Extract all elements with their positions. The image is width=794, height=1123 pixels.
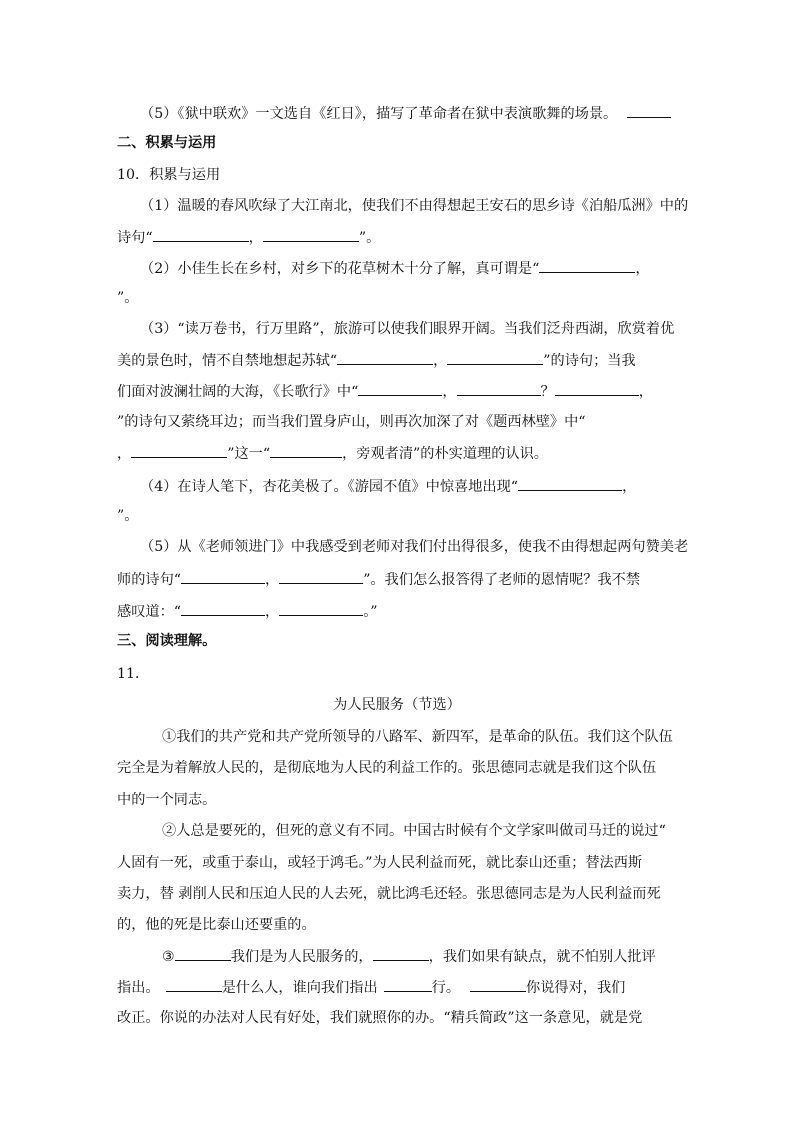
q10-p4-line1: （4）在诗人笔下，杏花美极了。《游园不值》中惊喜地出现“ ， [140, 476, 636, 497]
para1-line3: 中的一个同志。 [117, 792, 217, 808]
q10-p2-line2: ”。 [117, 290, 139, 306]
para2-line1: ②人总是要死的，但死的意义有不同。中国古时候有个文学家叫做司马迁的说过“ [162, 823, 666, 839]
answer-blank[interactable] [279, 601, 363, 616]
para2-line2: 人固有一死，或重于泰山，或轻于鸿毛。”为人民利益而死，就比泰山还重；替法西斯 [117, 855, 643, 871]
q5-statement: （5）《狱中联欢》一文选自《红日》，描写了革命者在狱中表演歌舞的场景。 [140, 106, 618, 122]
answer-blank[interactable] [175, 946, 231, 961]
para1-line1: ①我们的共产党和共产党所领导的八路军、新四军，是革命的队伍。我们这个队伍 [162, 729, 673, 745]
para2-line3: 卖力，替 剥削人民和压迫人民的人去死，就比鸿毛还轻。张思德同志是为人民利益而死 [117, 886, 661, 902]
q10-p3-line2: 美的景色时，情不自禁地想起苏轼“ ， ”的诗句；当我 [117, 350, 636, 371]
para3-line3: 改正。你说的办法对人民有好处，我们就照你的办。“精兵简政”这一条意见，就是党 [117, 1010, 643, 1026]
q10-number: 10．积累与运用 [117, 167, 221, 183]
passage-title: 为人民服务（节选） [333, 697, 461, 713]
answer-blank[interactable] [270, 443, 342, 458]
q11-number: 11． [117, 666, 150, 682]
answer-blank[interactable] [181, 601, 265, 616]
answer-blank[interactable] [279, 569, 363, 584]
answer-blank[interactable] [447, 350, 543, 365]
answer-blank[interactable] [131, 443, 227, 458]
q10-p3-line5: ， ”这一“ ，旁观者清”的朴实道理的认识。 [117, 443, 548, 464]
answer-blank[interactable] [555, 381, 639, 396]
answer-blank[interactable] [358, 381, 442, 396]
answer-blank[interactable] [470, 977, 526, 992]
answer-blank[interactable] [373, 946, 429, 961]
q10-p3-line1: （3）“读万卷书，行万里路”，旅游可以使我们眼界开阔。当我们泛舟西湖，欣赏着优 [140, 321, 675, 337]
q10-p1-line1: （1）温暖的春风吹绿了大江南北，使我们不由得想起王安石的思乡诗《泊船瓜洲》中的 [140, 198, 689, 214]
answer-blank[interactable] [337, 350, 433, 365]
q10-p3-line4: ”的诗句又萦绕耳边；而当我们置身庐山，则再次加深了对《题西林壁》中“ [117, 414, 586, 430]
section3-heading: 三、阅读理解。 [117, 633, 217, 649]
para3-line2: 指出。 是什么人，谁向我们指出 行。 你说得对，我们 [117, 977, 625, 998]
answer-blank[interactable] [166, 977, 222, 992]
q10-p3-line3: 们面对波澜壮阔的大海，《长歌行》中“ ， ？ ， [117, 381, 653, 402]
answer-blank[interactable] [627, 103, 671, 118]
answer-blank[interactable] [384, 977, 432, 992]
answer-blank[interactable] [539, 258, 635, 273]
section2-heading: 二、积累与运用 [117, 135, 217, 151]
q10-p4-line2: ”。 [117, 508, 139, 524]
answer-blank[interactable] [181, 569, 265, 584]
answer-blank[interactable] [457, 381, 541, 396]
q10-p5-line1: （5）从《老师领进门》中我感受到老师对我们付出得很多，使我不由得想起两句赞美老 [140, 539, 689, 555]
para2-line4: 的，他的死是比泰山还要重的。 [117, 917, 316, 933]
para1-line2: 完全是为着解放人民的，是彻底地为人民的利益工作的。张思德同志就是我们这个队伍 [117, 760, 657, 776]
answer-blank[interactable] [153, 227, 249, 242]
q10-p2-line1: （2）小佳生长在乡村，对乡下的花草树木十分了解，真可谓是“ ， [140, 258, 650, 279]
para3-line1: ③ 我们是为人民服务的， ，我们如果有缺点，就不怕别人批评 [162, 946, 656, 967]
answer-blank[interactable] [518, 476, 622, 491]
answer-blank[interactable] [263, 227, 359, 242]
q10-p1-line2: 诗句“ ， ”。 [117, 227, 380, 248]
q10-p5-line2: 师的诗句“ ， ”。我们怎么报答得了老师的恩情呢？我不禁 [117, 569, 640, 590]
q5-line [140, 103, 671, 124]
q10-p5-line3: 感叹道：“ ， 。” [117, 601, 378, 622]
